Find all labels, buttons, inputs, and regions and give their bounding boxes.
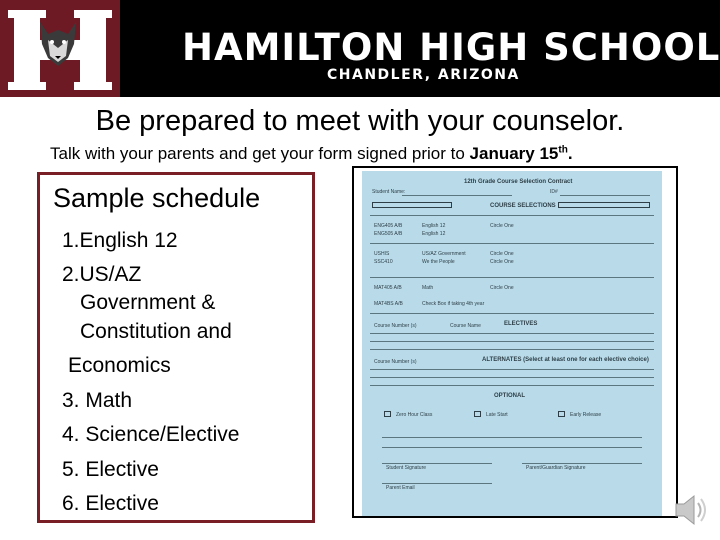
form-parent-signature-label: Parent/Guardian Signature	[526, 465, 586, 471]
schedule-item: 2.US/AZ	[62, 263, 142, 286]
form-row-code: USHIS	[374, 251, 390, 257]
schedule-title: Sample schedule	[53, 183, 261, 213]
form-rule	[370, 333, 654, 334]
page-subtitle	[50, 144, 573, 164]
header-banner	[0, 0, 720, 97]
subtitle-end: .	[567, 144, 573, 163]
form-row-name: Check Box if taking 4th year	[422, 301, 485, 307]
form-rule	[382, 483, 492, 484]
sample-schedule-box	[37, 172, 315, 523]
form-rule	[402, 195, 512, 196]
form-row-code: MAT405 A/B	[374, 285, 402, 291]
school-name: HAMILTON HIGH SCHOOL	[182, 26, 720, 69]
form-rule	[370, 313, 654, 314]
form-student-signature-label: Student Signature	[386, 465, 427, 471]
form-rule	[370, 385, 654, 386]
form-rule	[370, 215, 654, 216]
form-parent-email-label: Parent Email	[386, 485, 415, 491]
husky-mascot-icon	[0, 0, 120, 97]
schedule-item: Constitution and	[80, 320, 232, 343]
form-checkbox	[384, 411, 391, 417]
form-option-early-release: Early Release	[570, 412, 602, 418]
form-row-note: Circle One	[490, 223, 514, 229]
form-row-name: Math	[422, 285, 434, 291]
schedule-item: Economics	[68, 354, 171, 377]
form-option-zero-hour: Zero Hour Class	[396, 412, 433, 418]
form-rule	[370, 349, 654, 350]
form-electives-label: ELECTIVES	[504, 321, 538, 327]
schedule-item: 5. Elective	[62, 458, 159, 481]
form-row-name: English 12	[422, 231, 446, 237]
form-paper	[362, 171, 662, 516]
form-rule	[522, 463, 642, 464]
form-row-note: Circle One	[490, 251, 514, 257]
form-rule	[370, 341, 654, 342]
form-field	[372, 202, 452, 208]
form-id-label: ID#	[550, 189, 558, 195]
form-rule	[560, 195, 650, 196]
course-selection-form-image	[352, 166, 678, 518]
form-rule	[370, 377, 654, 378]
subtitle-text: Talk with your parents and get your form signed prior to	[50, 144, 470, 163]
form-row-note: Circle One	[490, 285, 514, 291]
schedule-item: 3. Math	[62, 389, 133, 412]
form-row-code: MAT4BS A/B	[374, 301, 403, 307]
form-course-number-label: Course Number (s)	[374, 323, 417, 329]
form-row-note: Circle One	[490, 259, 514, 265]
form-rule	[370, 277, 654, 278]
form-rule	[382, 437, 642, 438]
form-rule	[382, 447, 642, 448]
form-row-name: We the People	[422, 259, 455, 265]
form-rule	[382, 463, 492, 464]
form-rule	[370, 243, 654, 244]
subtitle-date	[470, 144, 573, 163]
form-alternates-label: ALTERNATES (Select at least one for each elective choice)	[482, 357, 649, 363]
subtitle-date-text: January 15	[469, 144, 559, 163]
form-heading: 12th Grade Course Selection Contract	[464, 179, 573, 185]
schedule-item: 4. Science/Elective	[62, 423, 240, 446]
form-checkbox	[474, 411, 481, 417]
form-row-code: SSC410	[374, 259, 393, 265]
subtitle-date-suffix: th	[558, 144, 568, 156]
school-location: CHANDLER, ARIZONA	[327, 67, 520, 83]
form-field	[558, 202, 650, 208]
form-optional-label: OPTIONAL	[494, 393, 525, 399]
form-rule	[370, 369, 654, 370]
speaker-icon[interactable]	[668, 488, 712, 532]
form-checkbox	[558, 411, 565, 417]
form-course-selections-label: COURSE SELECTIONS	[490, 203, 556, 209]
form-row-name: US/AZ Government	[422, 251, 466, 257]
school-logo	[0, 0, 120, 97]
schedule-item: 1.English 12	[62, 229, 178, 252]
form-row-code: ENG405 A/B	[374, 223, 403, 229]
schedule-item: Government &	[80, 291, 216, 314]
form-row-code: ENG505 A/B	[374, 231, 403, 237]
form-row-name: English 12	[422, 223, 446, 229]
schedule-item: 6. Elective	[62, 492, 159, 515]
form-option-late-start: Late Start	[486, 412, 508, 418]
form-student-name-label: Student Name:	[372, 189, 406, 195]
page-title: Be prepared to meet with your counselor.	[95, 105, 625, 137]
form-course-number-label: Course Number (s)	[374, 359, 417, 365]
form-course-name-label: Course Name	[450, 323, 481, 329]
